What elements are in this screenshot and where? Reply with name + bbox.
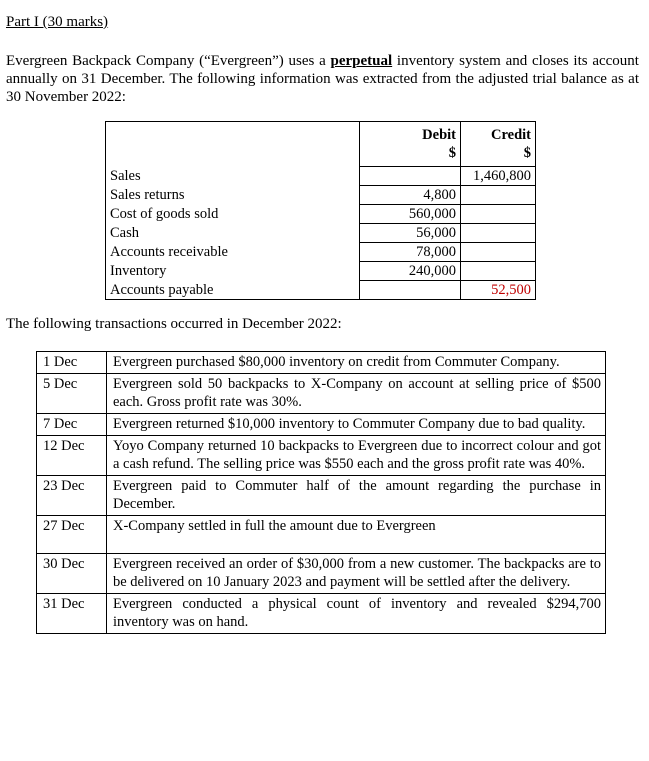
trial-balance-row [106,224,536,243]
account-name: Sales [106,167,360,186]
credit-unit: $ [523,145,531,161]
trial-balance-row [106,186,536,205]
transactions-table [36,351,606,634]
debit-amount: 4,800 [360,186,461,205]
transaction-description: Evergreen purchased $80,000 inventory on credit from Commuter Company. [107,352,606,374]
transaction-row [37,436,606,476]
intro-bold-perpetual: perpetual [330,53,393,69]
account-header-cell [106,122,360,167]
credit-amount [461,224,536,243]
transaction-description: Evergreen conducted a physical count of inventory and revealed $294,700 inventory was on hand. [107,594,606,634]
credit-amount [461,243,536,262]
transaction-row [37,414,606,436]
account-name: Sales returns [106,186,360,205]
intro-paragraph [6,52,639,106]
debit-amount: 240,000 [360,262,461,281]
transaction-date: 27 Dec [37,516,107,554]
debit-amount: 56,000 [360,224,461,243]
transaction-date: 5 Dec [37,374,107,414]
account-name: Cash [106,224,360,243]
transaction-row [37,594,606,634]
debit-amount [360,281,461,300]
transaction-date: 30 Dec [37,554,107,594]
trial-balance-row [106,243,536,262]
part-heading: Part I (30 marks) [6,14,109,30]
intro-text-before: Evergreen Backpack Company (“Evergreen”) uses a [6,53,331,69]
transaction-row [37,516,606,554]
debit-header-cell [360,122,461,167]
debit-amount: 560,000 [360,205,461,224]
account-name: Cost of goods sold [106,205,360,224]
debit-unit: $ [448,145,456,161]
transaction-row [37,476,606,516]
account-name: Accounts payable [106,281,360,300]
debit-header: Debit [422,127,456,143]
trial-balance-row [106,281,536,300]
trial-balance-row [106,167,536,186]
transaction-description: Evergreen returned $10,000 inventory to Commuter Company due to bad quality. [107,414,606,436]
account-name: Accounts receivable [106,243,360,262]
trial-balance-row [106,205,536,224]
credit-amount: 1,460,800 [461,167,536,186]
transaction-description: Evergreen sold 50 backpacks to X-Company on account at selling price of $500 each. Gross profit rate was 30%. [107,374,606,414]
transaction-date: 31 Dec [37,594,107,634]
credit-header: Credit [490,127,531,143]
trial-balance-header [106,122,536,167]
credit-amount [461,186,536,205]
credit-amount [461,262,536,281]
debit-amount: 78,000 [360,243,461,262]
trial-balance-row [106,262,536,281]
transaction-date: 7 Dec [37,414,107,436]
transaction-date: 12 Dec [37,436,107,476]
transaction-description: X-Company settled in full the amount due to Evergreen [107,516,606,554]
transaction-row [37,554,606,594]
transaction-row [37,352,606,374]
transaction-row [37,374,606,414]
transaction-description: Yoyo Company returned 10 backpacks to Evergreen due to incorrect colour and got a cash refund. The selling price was $550 each and the gross profit rate was 40%. [107,436,606,476]
transactions-intro: The following transactions occurred in December 2022: [6,316,342,332]
intro-text-after: inventory system and closes its account annually on 31 December. The following information was extracted from the adjusted trial balance as at 30 November 2022: [6,53,639,105]
transaction-date: 1 Dec [37,352,107,374]
transaction-date: 23 Dec [37,476,107,516]
transaction-description: Evergreen paid to Commuter half of the amount regarding the purchase in December. [107,476,606,516]
credit-amount: 52,500 [461,281,536,300]
credit-header-cell [461,122,536,167]
trial-balance-table [105,121,536,300]
debit-amount [360,167,461,186]
credit-amount [461,205,536,224]
transaction-description: Evergreen received an order of $30,000 from a new customer. The backpacks are to be delivered on 10 January 2023 and payment will be settled after the delivery. [107,554,606,594]
account-name: Inventory [106,262,360,281]
